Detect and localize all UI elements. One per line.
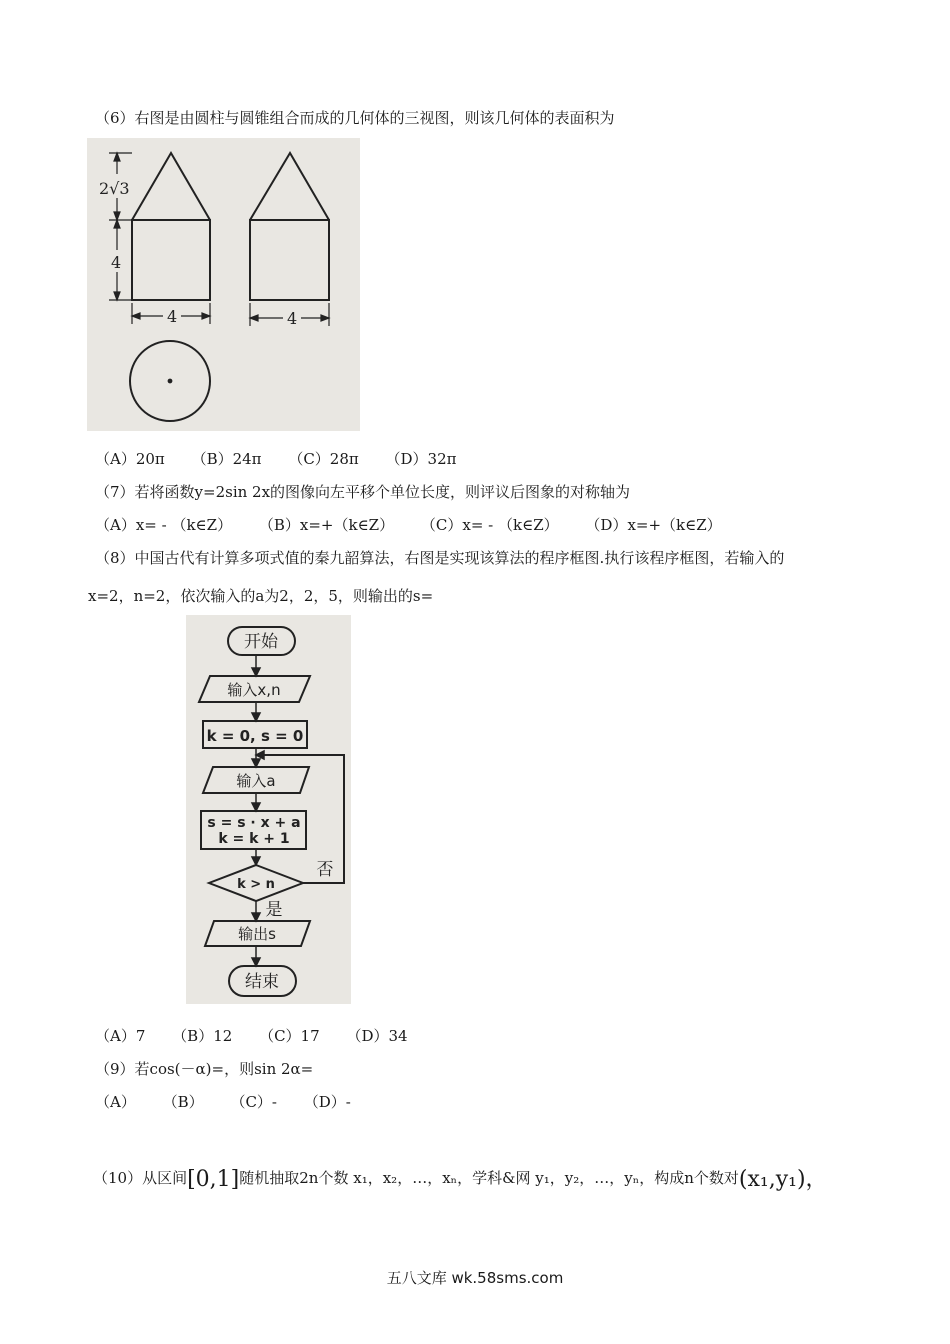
q10-x-seq: x₁，x₂，…，xₙ	[353, 1169, 458, 1187]
q7-option-b[interactable]: （B）x=+（k∈Z）	[258, 516, 395, 534]
q10-mid1: 随机抽取2n个数	[239, 1169, 349, 1187]
q6-option-d[interactable]: （D）32π	[385, 450, 457, 468]
fc-yes: 是	[265, 900, 283, 920]
q6-options	[95, 449, 479, 469]
q9-option-b[interactable]: （B）	[162, 1093, 204, 1111]
fc-start: 开始	[244, 632, 278, 652]
q9-option-d[interactable]: （D）-	[303, 1093, 351, 1111]
fc-update-k: k = k + 1	[218, 831, 290, 847]
q8-option-b[interactable]: （B）12	[172, 1027, 233, 1045]
q6-option-c[interactable]: （C）28π	[288, 450, 359, 468]
q8-option-a[interactable]: （A）7	[95, 1027, 146, 1045]
q9-option-c[interactable]: （C）-	[230, 1093, 277, 1111]
dim-side-width: 4	[287, 309, 298, 328]
q6-text: （6）右图是由圆柱与圆锥组合而成的几何体的三视图，则该几何体的表面积为	[95, 109, 615, 127]
fc-init: k = 0, s = 0	[206, 727, 304, 745]
q6-option-b[interactable]: （B）24π	[191, 450, 262, 468]
q10-interval: [0,1]	[187, 1167, 240, 1192]
q10-prefix: （10）从区间	[93, 1169, 188, 1187]
q8-options	[95, 1026, 430, 1046]
fc-cond: k > n	[237, 877, 275, 892]
dim-cyl-height: 4	[111, 253, 122, 272]
q7-option-a[interactable]: （A）x= - （k∈Z）	[95, 516, 233, 534]
footer-watermark: 五八文库 wk.58sms.com	[386, 1269, 564, 1287]
fc-input-a: 输入a	[236, 772, 276, 790]
q8-option-c[interactable]: （C）17	[259, 1027, 320, 1045]
q8-option-d[interactable]: （D）34	[346, 1027, 408, 1045]
q8-text-line1: （8）中国古代有计算多项式值的秦九韶算法，右图是实现该算法的程序框图.执行该程序框图，若输入的	[95, 549, 785, 567]
q7-options	[95, 515, 744, 535]
dim-front-width: 4	[167, 307, 178, 326]
q10-text	[93, 1168, 828, 1190]
q7-text: （7）若将函数y=2sin 2x的图像向左平移个单位长度，则评议后图象的对称轴为	[95, 483, 631, 501]
flowchart-figure	[186, 615, 351, 1004]
q10-mid3: ，构成n个数对	[639, 1169, 739, 1187]
q10-pair: (x₁,y₁)，	[738, 1167, 828, 1192]
fc-input-xn: 输入x,n	[227, 681, 281, 699]
q7-option-d[interactable]: （D）x=+（k∈Z）	[585, 516, 722, 534]
dim-cone-height: 2√3	[99, 179, 130, 198]
q6-option-a[interactable]: （A）20π	[95, 450, 165, 468]
fc-end: 结束	[245, 972, 279, 992]
q9-option-a[interactable]: （A）	[95, 1093, 136, 1111]
fc-update-s: s = s · x + a	[207, 815, 301, 831]
q9-text: （9）若cos(－α)=，则sin 2α=	[95, 1060, 314, 1078]
fc-no: 否	[316, 860, 334, 880]
q10-mid2: ，学科&网	[457, 1169, 531, 1187]
q9-options	[95, 1092, 373, 1112]
three-view-figure	[87, 138, 360, 431]
q8-text-line2: x=2，n=2，依次输入的a为2，2，5，则输出的s=	[88, 587, 434, 605]
q10-y-seq: y₁，y₂，…，yₙ	[535, 1169, 640, 1187]
fc-output: 输出s	[238, 925, 276, 943]
q7-option-c[interactable]: （C）x= - （k∈Z）	[420, 516, 559, 534]
